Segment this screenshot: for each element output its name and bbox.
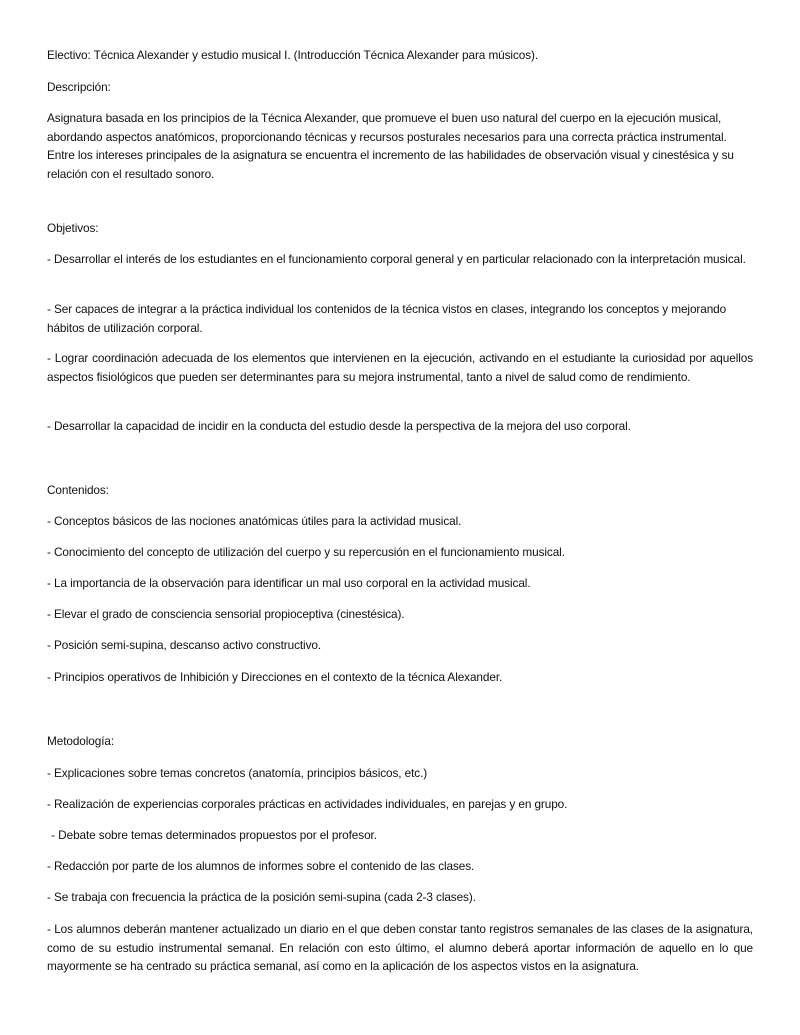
methodology-item-2: - Realización de experiencias corporales prácticas en actividades individuales, en parejas y en grupo. [47,797,568,811]
methodology-item-6: - Los alumnos deberán mantener actualizado un diario en el que deben constar tanto registros semanales de las clases de la asignatura, como de su estudio instrumental semanal. En relación con esto último, el alumno deberá aportar información de aquello en lo que mayormente se ha centrado su práctica semanal, así como en la aplicación de los aspectos vistos en la asignatura. [47,922,753,973]
content-item-6: - Principios operativos de Inhibición y Direcciones en el contexto de la técnica Alexander. [47,670,503,684]
objective-item-2: - Ser capaces de integrar a la práctica individual los contenidos de la técnica vistos en clases, integrando los conceptos y mejorando hábitos de utilización corporal. [47,302,727,335]
methodology-heading: Metodología: [47,734,115,748]
methodology-item-5: - Se trabaja con frecuencia la práctica de la posición semi-supina (cada 2-3 clases). [47,890,476,904]
objective-item-3: - Lograr coordinación adecuada de los elementos que intervienen en la ejecución, activando en el estudiante la curiosidad por aquellos aspectos fisiológicos que pueden ser determinantes para su mejora instrumental, tanto a nivel de salud como de rendimiento. [47,351,753,384]
content-item-1: - Conceptos básicos de las nociones anatómicas útiles para la actividad musical. [47,514,462,528]
content-item-4: - Elevar el grado de consciencia sensorial propioceptiva (cinestésica). [47,607,405,621]
content-item-3: - La importancia de la observación para identificar un mal uso corporal en la actividad musical. [47,576,531,590]
methodology-item-1: - Explicaciones sobre temas concretos (anatomía, principios básicos, etc.) [47,766,428,780]
description-paragraph: Asignatura basada en los principios de la Técnica Alexander, que promueve el buen uso natural del cuerpo en la ejecución musical, abordando aspectos anatómicos, proporcionando técnicas y recursos posturales necesarios para una correcta práctica instrumental. Entre los intereses principales de la asignatura se encuentra el incremento de las habilidades de observación visual y cinestésica y su relación con el resultado sonoro. [47,111,734,181]
content-item-5: - Posición semi-supina, descanso activo constructivo. [47,638,322,652]
objectives-heading: Objetivos: [47,221,99,235]
methodology-item-4: - Redacción por parte de los alumnos de informes sobre el contenido de las clases. [47,859,475,873]
objective-item-1: - Desarrollar el interés de los estudiantes en el funcionamiento corporal general y en particular relacionado con la interpretación musical. [47,252,746,266]
methodology-item-3: - Debate sobre temas determinados propuestos por el profesor. [48,828,377,842]
content-item-2: - Conocimiento del concepto de utilización del cuerpo y su repercusión en el funcionamiento musical. [47,545,565,559]
description-heading: Descripción: [47,80,111,94]
document-title: Electivo: Técnica Alexander y estudio musical I. (Introducción Técnica Alexander para músicos). [47,48,539,62]
objective-item-4: - Desarrollar la capacidad de incidir en la conducta del estudio desde la perspectiva de la mejora del uso corporal. [47,419,631,433]
contents-heading: Contenidos: [47,483,109,497]
